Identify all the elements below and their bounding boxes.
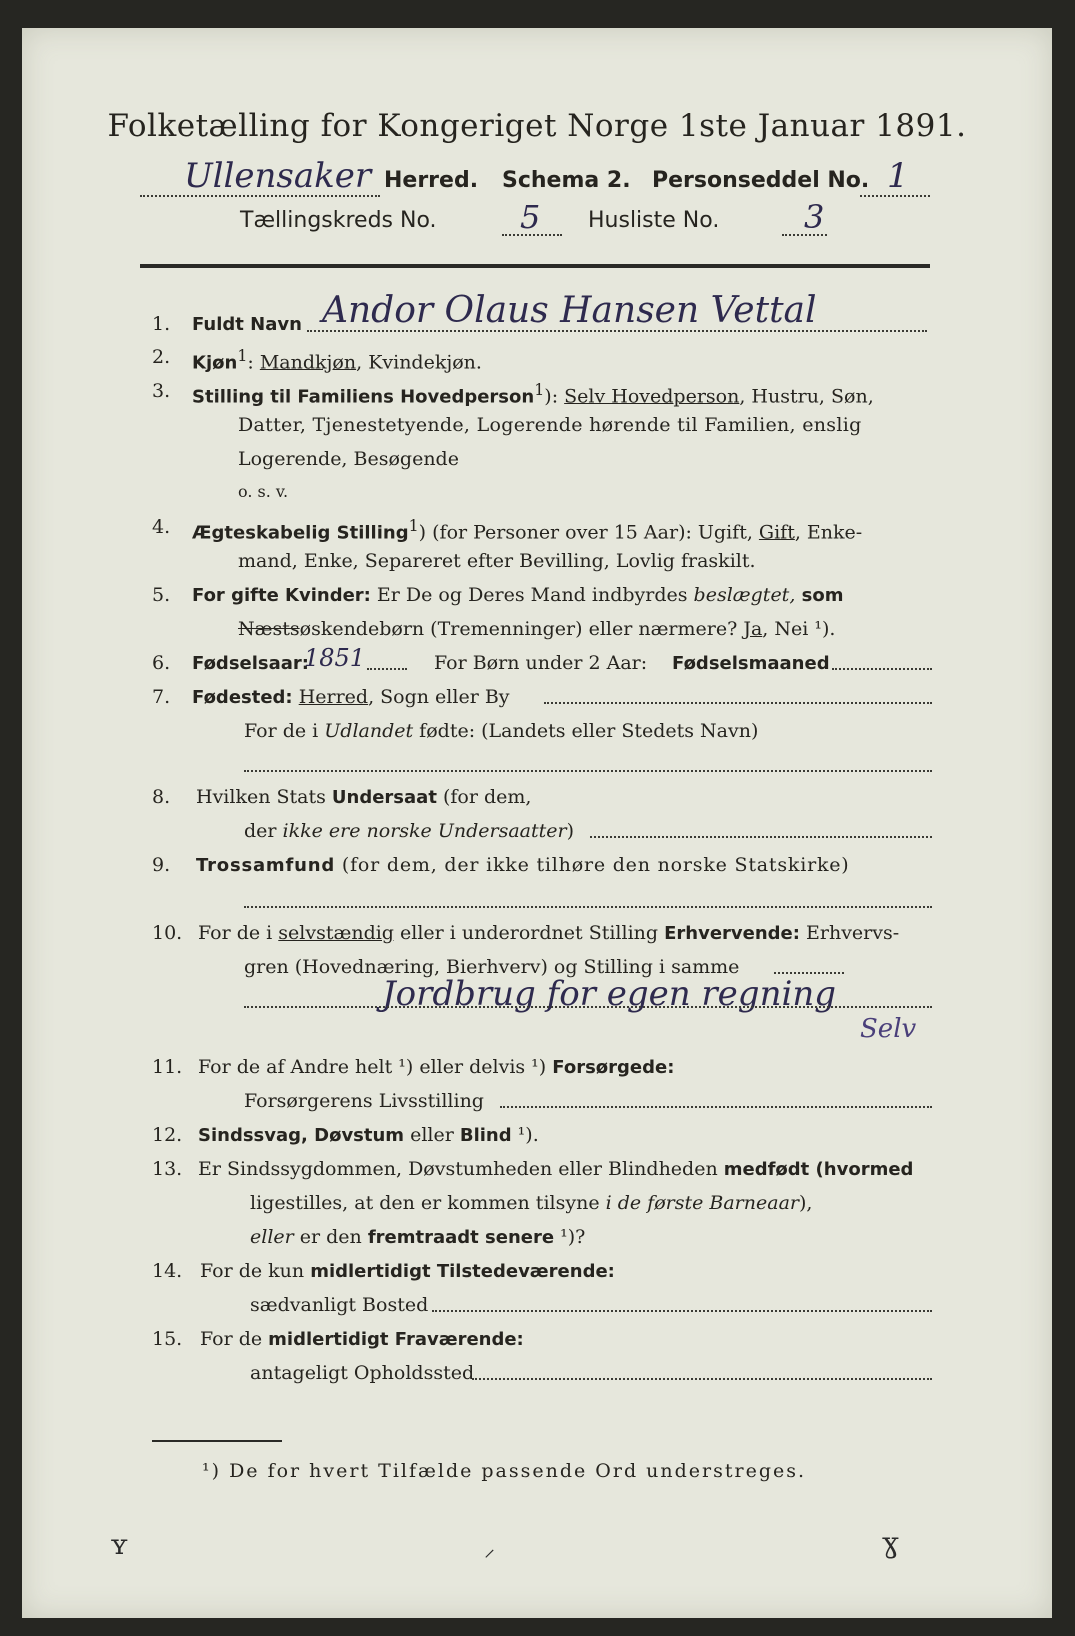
- item-10-number: 10.: [152, 922, 183, 944]
- item-13-line2a: ligestilles, at den er kommen tilsyne: [250, 1192, 606, 1214]
- item-4-number: 4.: [152, 516, 171, 538]
- item-13-tail: (hvormed: [809, 1159, 914, 1180]
- item-1-label: Fuldt Navn: [192, 314, 302, 335]
- herred-dots: [140, 195, 380, 197]
- item-9-number: 9.: [152, 854, 171, 876]
- personseddel-label: Personseddel No.: [652, 168, 870, 193]
- item-11-dots: [500, 1106, 932, 1108]
- item-12-label: Sindssvag, Døvstum: [198, 1125, 405, 1146]
- item-7-number: 7.: [152, 686, 171, 708]
- item-1-dots: [307, 330, 927, 332]
- corner-mark-left: ʏ: [110, 1528, 129, 1561]
- item-12-label-b: Blind: [459, 1125, 512, 1146]
- item-4-label: Ægteskabelig Stilling: [192, 522, 409, 544]
- item-14-number: 14.: [152, 1260, 183, 1282]
- item-7-selected: Herred: [298, 686, 369, 708]
- item-9-label: Trossamfund: [196, 855, 336, 876]
- form-title: Folketælling for Kongeriget Norge 1ste Januar 1891.: [107, 108, 967, 144]
- item-2-label: Kjøn: [192, 352, 238, 374]
- item-1-name-handwritten: Andor Olaus Hansen Vettal: [322, 290, 817, 331]
- item-14-dots: [432, 1310, 932, 1312]
- footnote: ¹) De for hvert Tilfælde passende Ord understreges.: [202, 1460, 807, 1482]
- item-15-dots: [472, 1378, 932, 1380]
- item-7-dots: [544, 702, 932, 704]
- item-15-pre: For de: [200, 1328, 269, 1350]
- item-5-text: [192, 584, 843, 606]
- item-13-line3b: fremtraadt senere: [367, 1227, 555, 1248]
- census-form-sheet: [22, 28, 1052, 1618]
- herred-handwritten: Ullensaker: [184, 156, 372, 196]
- husliste-handwritten: 3: [804, 198, 825, 236]
- item-3-label: Stilling til Familiens Hovedperson: [192, 386, 535, 408]
- item-6-number: 6.: [152, 652, 171, 674]
- item-3-number: 3.: [152, 380, 171, 402]
- item-9-tail: Statskirke): [734, 854, 850, 876]
- item-12-number: 12.: [152, 1124, 183, 1146]
- item-5-line2-text: øskendebørn (Tremenninger) eller nærmere?: [299, 618, 744, 640]
- item-8-text: [196, 786, 531, 808]
- item-6-mid: For Børn under 2 Aar:: [434, 652, 648, 674]
- item-13-line3em: eller: [250, 1226, 294, 1248]
- corner-mark-middle: ⸝: [484, 1537, 496, 1562]
- footnote-rule: [152, 1440, 282, 1442]
- item-10-text: [198, 922, 899, 944]
- item-8-line2b: ): [566, 820, 574, 842]
- corner-mark-right: ɣ: [882, 1526, 899, 1559]
- item-3-sup: 1: [534, 380, 545, 399]
- item-4-line2: mand, Enke, Separeret efter Bevilling, Lovlig fraskilt.: [238, 550, 756, 572]
- item-14-line2: sædvanligt Bosted: [250, 1294, 429, 1316]
- item-12-text: [198, 1124, 539, 1146]
- item-8-label: Hvilken Stats: [196, 786, 326, 808]
- herred-label: Herred.: [384, 168, 479, 193]
- item-14-label: midlertidigt Tilstedeværende:: [310, 1261, 615, 1282]
- item-2-other: , Kvindekjøn.: [356, 351, 482, 374]
- item-15-number: 15.: [152, 1328, 183, 1350]
- item-3-line4: o. s. v.: [238, 482, 289, 501]
- item-13-line3a: er den: [293, 1226, 368, 1248]
- item-11-pre: For de af Andre helt ¹) eller delvis ¹): [198, 1056, 553, 1078]
- item-8-line2: [244, 820, 574, 842]
- item-13-text: [198, 1158, 913, 1180]
- header-rule: [140, 264, 930, 268]
- item-8-label-b: Undersaat: [331, 787, 437, 808]
- item-4-sup: 1: [408, 516, 419, 535]
- item-7-line2em: Udlandet: [324, 720, 414, 742]
- kreds-label: Tællingskreds No.: [240, 208, 437, 233]
- husliste-dots: [782, 234, 827, 236]
- item-3-line2: Datter, Tjenestetyende, Logerende hørende til Familien, enslig: [238, 414, 862, 436]
- item-7-label: Fødested:: [192, 687, 293, 708]
- item-3-line3: Logerende, Besøgende: [238, 448, 459, 470]
- item-6-dots-b: [832, 668, 932, 670]
- item-4-rest: ) (for Personer over 15 Aar): Ugift,: [418, 521, 759, 544]
- personseddel-handwritten: 1: [887, 156, 909, 196]
- item-13-line2em: i de første Barneaar: [605, 1192, 799, 1214]
- item-13-pre: Er Sindssygdommen, Døvstumheden eller Blindheden: [198, 1158, 724, 1180]
- item-11-label: Forsørgede:: [552, 1057, 675, 1078]
- item-6-year-handwritten: 1851: [304, 644, 366, 672]
- item-2-rest: :: [247, 351, 254, 374]
- schema-label: Schema 2.: [502, 168, 631, 193]
- item-9-text: [196, 854, 850, 876]
- item-6-label: Fødselsaar:: [192, 653, 309, 674]
- item-11-number: 11.: [152, 1056, 183, 1078]
- item-5-line2: [238, 618, 835, 640]
- item-3-tail: , Hustru, Søn,: [739, 385, 874, 408]
- item-4-tail: , Enke-: [794, 521, 863, 544]
- item-7-rest: , Sogn eller By: [368, 686, 510, 708]
- item-5-number: 5.: [152, 584, 171, 606]
- item-7-line2a: For de i: [244, 720, 325, 742]
- item-13-line3c: ¹)?: [554, 1226, 586, 1248]
- item-7-text: [192, 686, 510, 708]
- husliste-label: Husliste No.: [588, 208, 720, 233]
- item-8-line2em: ikke ere norske Undersaatter: [282, 820, 567, 842]
- item-11-line2: Forsørgerens Livsstilling: [244, 1090, 484, 1112]
- item-9-dots: [244, 906, 932, 908]
- item-13-line2: [250, 1192, 812, 1214]
- item-5-line2-tail: , Nei ¹).: [762, 618, 836, 640]
- item-6-dots-a: [367, 668, 407, 670]
- item-10-label: Erhvervende:: [664, 923, 800, 944]
- item-2-sup: 1: [237, 346, 248, 365]
- kreds-handwritten: 5: [520, 198, 541, 236]
- item-10-occupation-handwritten: Jordbrug for egen regning: [382, 974, 837, 1014]
- item-11-text: [198, 1056, 674, 1078]
- item-5-tail: som: [795, 585, 844, 606]
- item-15-label: midlertidigt Fraværende:: [268, 1329, 524, 1350]
- item-4-selected: Gift: [758, 521, 795, 544]
- item-14-pre: For de kun: [200, 1260, 311, 1282]
- item-7-dots-2: [244, 770, 932, 772]
- item-7-line2b: fødte: (Landets eller Stedets Navn): [413, 720, 759, 742]
- item-14-text: [200, 1260, 615, 1282]
- item-10-selv-handwritten: Selv: [860, 1014, 917, 1044]
- item-13-line2b: ),: [799, 1192, 813, 1214]
- item-5-selected: Ja: [743, 618, 763, 640]
- item-8-dots: [590, 836, 932, 838]
- item-5-struck: Næsts: [238, 618, 300, 640]
- item-8-rest: (for dem,: [436, 786, 532, 808]
- item-13-line3: [250, 1226, 585, 1248]
- personseddel-dots: [860, 195, 930, 197]
- item-9-rest: (for dem, der ikke tilhøre den norske: [335, 854, 735, 876]
- item-3-rest: ):: [544, 385, 559, 408]
- item-5-label: For gifte Kvinder:: [192, 585, 371, 606]
- item-10-pre: For de i: [198, 922, 279, 944]
- item-8-line2a: der: [244, 820, 283, 842]
- item-2-selected: Mandkjøn: [259, 351, 357, 374]
- item-10-tail: Erhvervs-: [799, 922, 900, 944]
- item-13-number: 13.: [152, 1158, 183, 1180]
- item-2-text: [192, 346, 482, 373]
- item-15-text: [200, 1328, 524, 1350]
- item-10-dots-b: [244, 1006, 932, 1008]
- item-12-rest: eller: [404, 1124, 460, 1146]
- item-15-line2: antageligt Opholdssted: [250, 1362, 475, 1384]
- item-3-text: [192, 380, 874, 407]
- item-5-rest: Er De og Deres Mand indbyrdes: [370, 584, 694, 606]
- kreds-dots: [502, 234, 562, 236]
- item-8-number: 8.: [152, 786, 171, 808]
- item-10-rest: eller i underordnet Stilling: [393, 922, 665, 944]
- item-2-number: 2.: [152, 346, 171, 368]
- item-5-em: beslægtet,: [693, 584, 796, 606]
- item-12-tail: ¹).: [511, 1124, 539, 1146]
- item-13-label: medfødt: [723, 1159, 810, 1180]
- item-7-line2: [244, 720, 758, 742]
- item-10-line2: gren (Hovednæring, Bierhverv) og Stilling i samme: [244, 956, 740, 978]
- item-4-text: [192, 516, 862, 543]
- item-1-number: 1.: [152, 313, 171, 335]
- item-10-selected: selvstændig: [278, 922, 394, 944]
- item-6-label2: Fødselsmaaned: [672, 653, 830, 674]
- item-3-selected: Selv Hovedperson: [564, 385, 740, 408]
